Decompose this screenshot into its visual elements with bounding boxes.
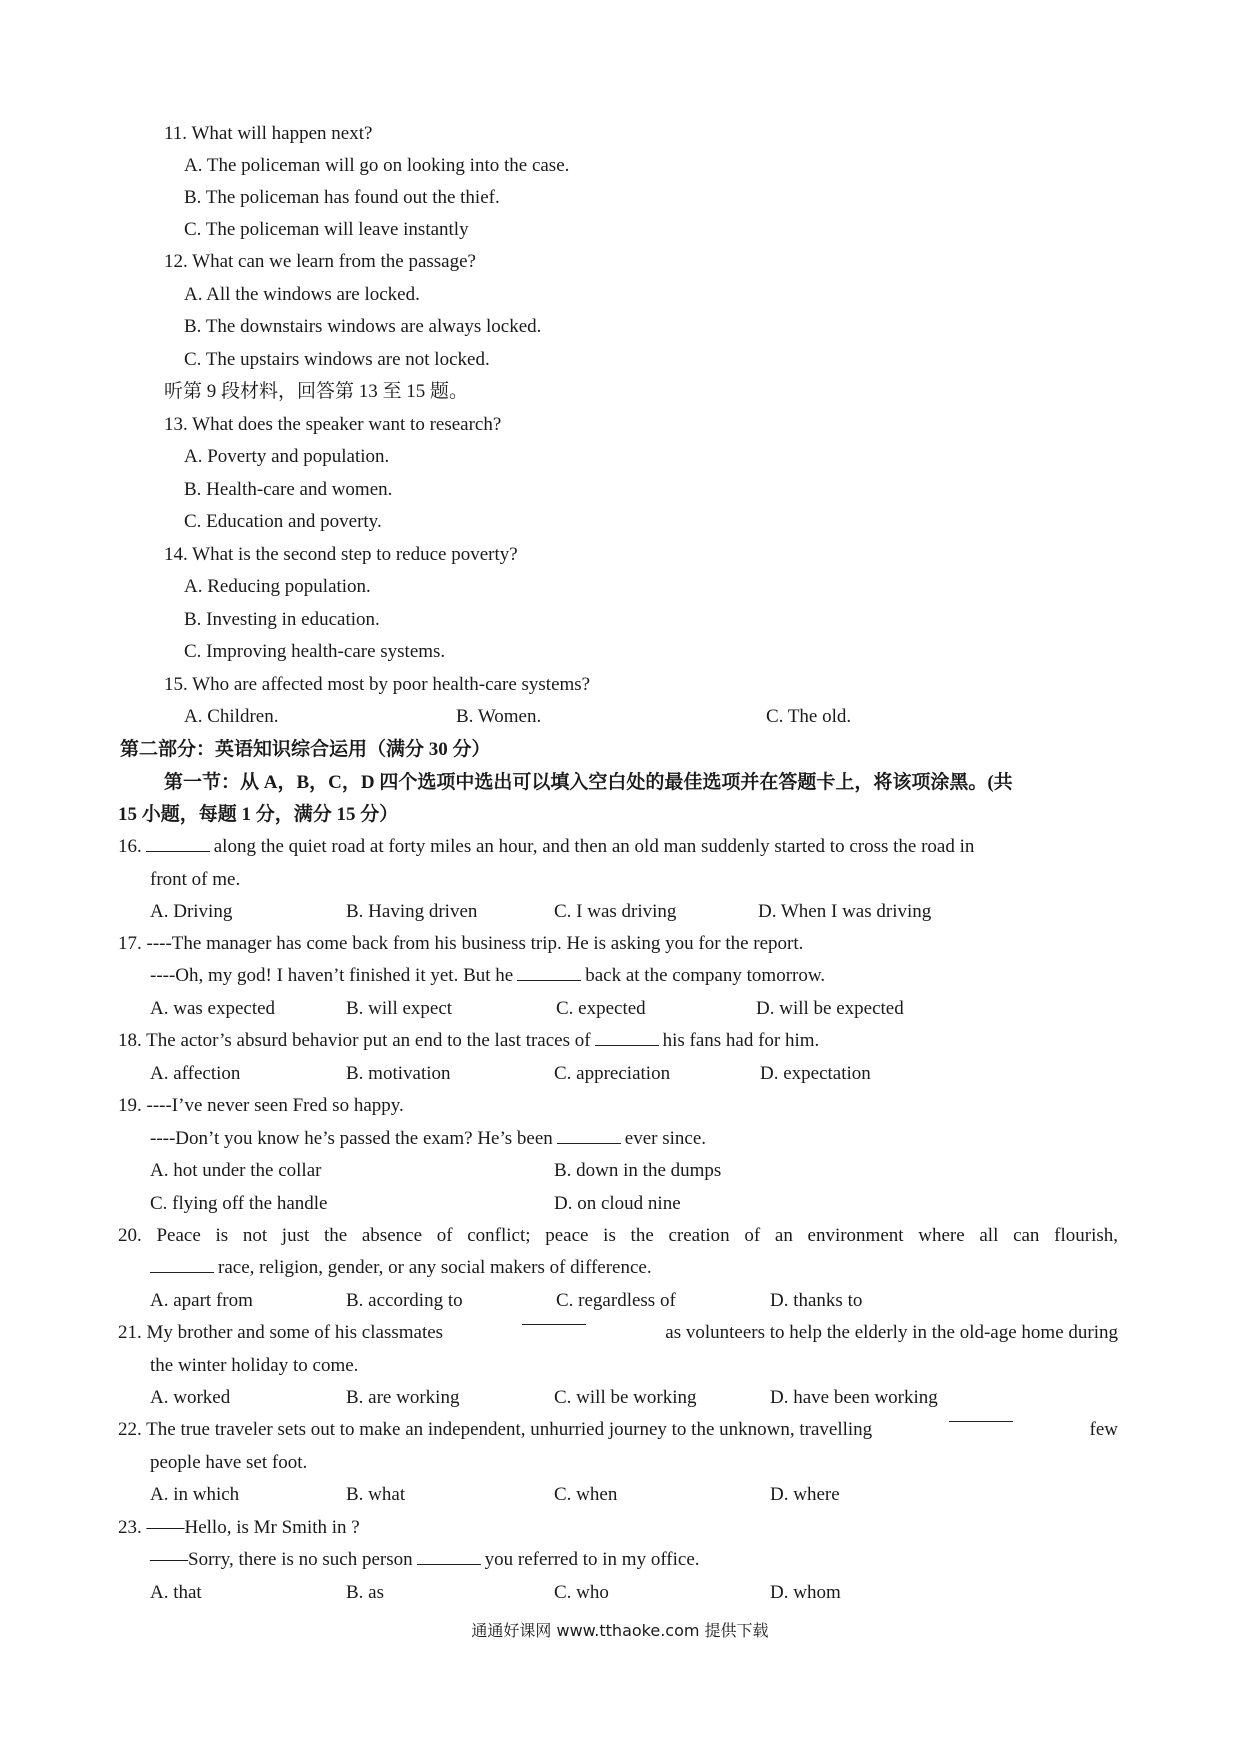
q14-stem: 14. What is the second step to reduce poverty? bbox=[164, 544, 518, 565]
q14-option-a: A. Reducing population. bbox=[184, 576, 371, 597]
q21-option-c: C. will be working bbox=[554, 1387, 697, 1408]
q21-text-before: 21. My brother and some of his classmates bbox=[118, 1322, 444, 1343]
q22-line1 bbox=[118, 1420, 1118, 1439]
q20-option-a: A. apart from bbox=[150, 1290, 253, 1311]
q20-option-d: D. thanks to bbox=[770, 1290, 863, 1311]
q21-line2: the winter holiday to come. bbox=[150, 1355, 359, 1376]
q16-option-b: B. Having driven bbox=[346, 901, 478, 922]
q17-blank bbox=[517, 979, 581, 981]
page-footer: 通通好课网 www.tthaoke.com 提供下载 bbox=[471, 1621, 769, 1640]
q22-text-after: few bbox=[1089, 1419, 1118, 1440]
q20-option-c: C. regardless of bbox=[556, 1290, 676, 1311]
q18-option-d: D. expectation bbox=[760, 1063, 871, 1084]
q20-text-after: race, religion, gender, or any social makers of difference. bbox=[218, 1257, 652, 1278]
q15-option-c: C. The old. bbox=[766, 706, 852, 727]
q20-option-b: B. according to bbox=[346, 1290, 463, 1311]
q17-line2 bbox=[150, 966, 825, 985]
q23-option-d: D. whom bbox=[770, 1582, 841, 1603]
q15-stem: 15. Who are affected most by poor health-care systems? bbox=[164, 674, 591, 695]
q13-stem: 13. What does the speaker want to research? bbox=[164, 414, 502, 435]
q12-option-a: A. All the windows are locked. bbox=[184, 284, 420, 305]
q23-text-before: ——Sorry, there is no such person bbox=[150, 1549, 413, 1570]
q19-option-b: B. down in the dumps bbox=[554, 1160, 722, 1181]
q14-option-c: C. Improving health-care systems. bbox=[184, 641, 446, 662]
q17-option-a: A. was expected bbox=[150, 998, 276, 1019]
q22-text-before: 22. The true traveler sets out to make an independent, unhurried journey to the unknown, travelling bbox=[118, 1419, 873, 1440]
section1-instruction-line1: 第一节：从 A，B，C，D 四个选项中选出可以填入空白处的最佳选项并在答题卡上，将该项涂黑。(共 bbox=[164, 772, 1013, 793]
q19-option-c: C. flying off the handle bbox=[150, 1193, 328, 1214]
q17-line1: 17. ----The manager has come back from his business trip. He is asking you for the report. bbox=[118, 933, 804, 954]
q16-option-d: D. When I was driving bbox=[758, 901, 932, 922]
q23-option-a: A. that bbox=[150, 1582, 202, 1603]
q17-option-b: B. will expect bbox=[346, 998, 453, 1019]
q18-text-before: 18. The actor’s absurd behavior put an end to the last traces of bbox=[118, 1030, 591, 1051]
q18-text-after: his fans had for him. bbox=[662, 1030, 820, 1051]
part2-title: 第二部分：英语知识综合运用（满分 30 分） bbox=[120, 739, 491, 760]
q22-option-d: D. where bbox=[770, 1484, 840, 1505]
q13-option-b: B. Health-care and women. bbox=[184, 479, 393, 500]
section1-instruction-line2: 15 小题，每题 1 分，满分 15 分） bbox=[118, 804, 399, 825]
q21-option-b: B. are working bbox=[346, 1387, 460, 1408]
q21-blank bbox=[522, 1323, 586, 1325]
q22-option-b: B. what bbox=[346, 1484, 406, 1505]
q23-text-after: you referred to in my office. bbox=[484, 1549, 700, 1570]
q15-option-b: B. Women. bbox=[456, 706, 542, 727]
q16-option-a: A. Driving bbox=[150, 901, 233, 922]
q22-option-c: C. when bbox=[554, 1484, 618, 1505]
q12-option-c: C. The upstairs windows are not locked. bbox=[184, 349, 490, 370]
q16-number: 16. bbox=[118, 836, 142, 857]
q18-blank bbox=[595, 1044, 659, 1046]
q23-option-c: C. who bbox=[554, 1582, 609, 1603]
q18-option-b: B. motivation bbox=[346, 1063, 451, 1084]
q12-option-b: B. The downstairs windows are always locked. bbox=[184, 316, 542, 337]
q22-option-a: A. in which bbox=[150, 1484, 240, 1505]
q17-option-d: D. will be expected bbox=[756, 998, 904, 1019]
q21-line1 bbox=[118, 1323, 1118, 1342]
q19-blank bbox=[557, 1142, 621, 1144]
q19-line2 bbox=[150, 1129, 706, 1148]
q12-stem: 12. What can we learn from the passage? bbox=[164, 251, 476, 272]
q11-option-c: C. The policeman will leave instantly bbox=[184, 219, 469, 240]
q19-option-d: D. on cloud nine bbox=[554, 1193, 681, 1214]
q19-text-before: ----Don’t you know he’s passed the exam? He’s been bbox=[150, 1128, 553, 1149]
q13-option-a: A. Poverty and population. bbox=[184, 446, 390, 467]
q18-line1 bbox=[118, 1031, 819, 1050]
q21-text-after: as volunteers to help the elderly in the old-age home during bbox=[665, 1322, 1118, 1343]
q21-option-a: A. worked bbox=[150, 1387, 231, 1408]
q19-text-after: ever since. bbox=[624, 1128, 706, 1149]
q11-option-a: A. The policeman will go on looking into the case. bbox=[184, 155, 570, 176]
q11-option-b: B. The policeman has found out the thief. bbox=[184, 187, 500, 208]
q16-option-c: C. I was driving bbox=[554, 901, 677, 922]
q14-option-b: B. Investing in education. bbox=[184, 609, 380, 630]
q18-option-c: C. appreciation bbox=[554, 1063, 671, 1084]
q22-blank bbox=[949, 1420, 1013, 1422]
q23-line1: 23. ——Hello, is Mr Smith in ? bbox=[118, 1517, 360, 1538]
q17-text-after: back at the company tomorrow. bbox=[585, 965, 826, 986]
q16-text: along the quiet road at forty miles an hour, and then an old man suddenly started to cross the road in bbox=[213, 836, 975, 857]
q20-blank bbox=[150, 1271, 214, 1273]
q16-line2: front of me. bbox=[150, 869, 241, 890]
q17-option-c: C. expected bbox=[556, 998, 646, 1019]
q17-text-before: ----Oh, my god! I haven’t finished it yet. But he bbox=[150, 965, 514, 986]
q20-line2 bbox=[150, 1258, 652, 1277]
q16-line1 bbox=[118, 837, 1118, 856]
q21-option-d: D. have been working bbox=[770, 1387, 938, 1408]
q23-option-b: B. as bbox=[346, 1582, 384, 1603]
q18-option-a: A. affection bbox=[150, 1063, 241, 1084]
q23-blank bbox=[417, 1563, 481, 1565]
q11-stem: 11. What will happen next? bbox=[164, 123, 373, 144]
q19-option-a: A. hot under the collar bbox=[150, 1160, 322, 1181]
q20-line1: 20. Peace is not just the absence of conflict; peace is the creation of an environment where all can flourish, bbox=[118, 1225, 1118, 1246]
q23-line2 bbox=[150, 1550, 700, 1569]
q19-line1: 19. ----I’ve never seen Fred so happy. bbox=[118, 1095, 404, 1116]
q13-option-c: C. Education and poverty. bbox=[184, 511, 382, 532]
q22-line2: people have set foot. bbox=[150, 1452, 308, 1473]
q16-blank bbox=[146, 850, 210, 852]
instruction-material-9: 听第 9 段材料，回答第 13 至 15 题。 bbox=[164, 381, 469, 402]
q15-option-a: A. Children. bbox=[184, 706, 279, 727]
